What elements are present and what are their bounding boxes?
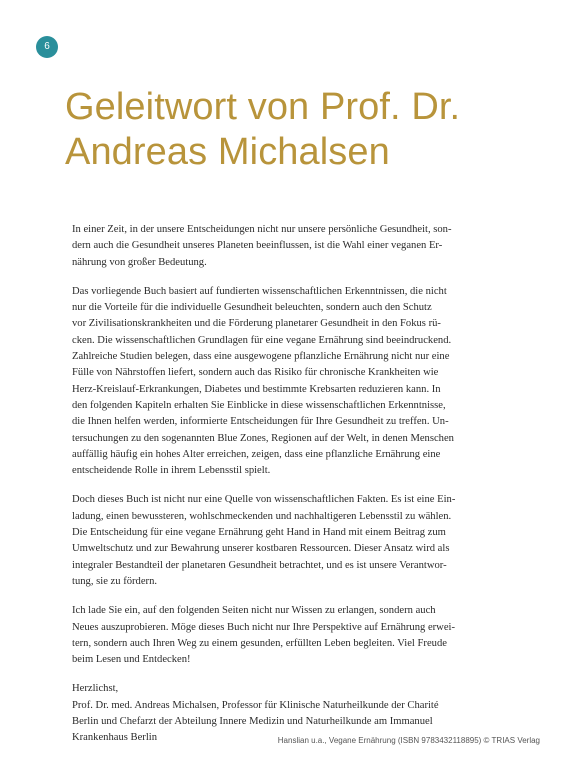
text-line: Ich lade Sie ein, auf den folgenden Seiten nicht nur Wissen zu erlangen, sondern auch	[72, 605, 436, 617]
text-line: Herz-Kreislauf-Erkrankungen, Diabetes und bestimmte Krebsarten reduzieren kann. In	[72, 383, 441, 395]
text-line: cken. Die wissenschaftlichen Grundlagen für eine vegane Ernährung sind beeindruckend.	[72, 334, 452, 346]
text-line: Berlin und Chefarzt der Abteilung Innere Medizin und Naturheilkunde am Immanuel	[72, 716, 433, 728]
text-line: ladung, einen bewussteren, wohlschmeckenden und nachhaltigeren Lebensstil zu wählen.	[72, 510, 452, 522]
page-title-line-1: Geleitwort von Prof. Dr.	[65, 86, 461, 128]
text-line: nährung von großer Bedeutung.	[72, 256, 207, 268]
text-line: auffällig häufig ein hohes Alter erreichen, zeigen, dass eine pflanzliche Ernährung eine	[72, 448, 441, 460]
page-title	[65, 85, 525, 175]
text-line: vor Zivilisationskrankheiten und die Förderung planetarer Gesundheit in den Fokus rü-	[72, 318, 441, 330]
text-line: In einer Zeit, in der unsere Entscheidungen nicht nur unsere persönliche Gesundheit, son-	[72, 224, 452, 235]
text-line: beim Lesen und Entdecken!	[72, 654, 191, 666]
text-line: Umweltschutz und zur Bewahrung unserer kostbaren Ressourcen. Dieser Ansatz wird als	[72, 543, 450, 555]
text-line: Prof. Dr. med. Andreas Michalsen, Professor für Klinische Naturheilkunde der Charité	[72, 699, 439, 711]
foreword-body	[72, 222, 482, 760]
text-line: Die Entscheidung für eine vegane Ernährung geht Hand in Hand mit einem Beitrag zum	[72, 527, 446, 539]
text-line: Doch dieses Buch ist nicht nur eine Quelle von wissenschaftlichen Fakten. Es ist eine Ein-	[72, 494, 456, 506]
page-number-badge: 6	[36, 36, 58, 58]
text-line: die Ihnen helfen werden, informierte Entscheidungen für Ihre Gesundheit zu treffen. Un-	[72, 416, 449, 428]
text-line: Krankenhaus Berlin	[72, 732, 158, 744]
copyright-footer: Hanslian u.a., Vegane Ernährung (ISBN 9783432118895) © TRIAS Verlag	[277, 736, 540, 745]
text-line: nur die Vorteile für die individuelle Gesundheit beleuchten, sondern auch den Schutz	[72, 302, 432, 314]
text-line: tung, sie zu fördern.	[72, 575, 158, 587]
text-line: integraler Bestandteil der planetaren Gesundheit betrachtet, und es ist unsere Verantwor-	[72, 559, 447, 571]
text-line: tern, sondern auch Ihren Weg zu einem gesunden, erfüllten Leben begleiten. Viel Freude	[72, 637, 447, 649]
text-line: Fülle von Nährstoffen liefert, sondern auch das Risiko für chronische Krankheiten wie	[72, 367, 439, 379]
paragraph-2	[72, 284, 482, 480]
text-line: Das vorliegende Buch basiert auf fundierten wissenschaftlichen Erkenntnissen, die nicht	[72, 285, 447, 297]
text-line: dern auch die Gesundheit unseres Planeten beeinflussen, ist die Wahl einer veganen Er-	[72, 240, 443, 252]
text-line: entscheidende Rolle in ihrem Lebensstil spielt.	[72, 465, 271, 477]
text-line: den folgenden Kapiteln erhalten Sie Einblicke in diese wissenschaftlichen Erkenntnisse,	[72, 399, 446, 411]
paragraph-3	[72, 492, 482, 590]
text-line: tersuchungen zu den sogenannten Blue Zones, Regionen auf der Welt, in denen Menschen	[72, 432, 454, 444]
text-line: Zahlreiche Studien belegen, dass eine ausgewogene pflanzliche Ernährung nicht nur eine	[72, 351, 450, 363]
paragraph-4	[72, 603, 482, 668]
text-line: Neues auszuprobieren. Möge dieses Buch nicht nur Ihre Perspektive auf Ernährung erwei-	[72, 621, 456, 633]
paragraph-1	[72, 222, 482, 271]
text-line: Herzlichst,	[72, 683, 119, 695]
page-title-line-2: Andreas Michalsen	[65, 131, 390, 173]
